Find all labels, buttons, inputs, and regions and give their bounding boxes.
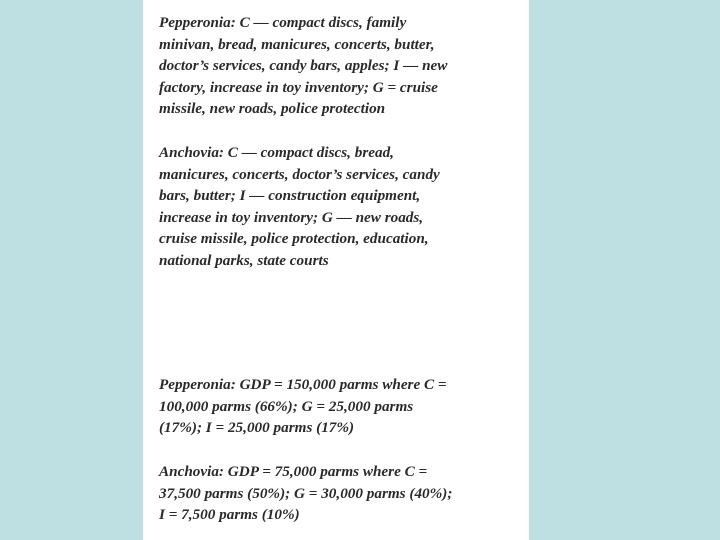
pepperonia-components-paragraph xyxy=(159,12,525,120)
text-line: Pepperonia: C — compact discs, family xyxy=(159,14,407,31)
anchovia-gdp-paragraph xyxy=(159,461,525,526)
text-line: manicures, concerts, doctor’s services, candy xyxy=(159,165,440,183)
text-line: doctor’s services, candy bars, apples; I — new xyxy=(159,57,448,74)
text-line: increase in toy inventory; G — new roads, xyxy=(159,208,424,226)
text-line: I = 7,500 parms (10%) xyxy=(159,506,300,523)
slide-page xyxy=(143,0,529,540)
text-line: Anchovia: C — compact discs, bread, xyxy=(159,144,394,161)
pepperonia-gdp-paragraph xyxy=(159,374,525,439)
text-line: 37,500 parms (50%); G = 30,000 parms (40%); xyxy=(159,484,453,502)
text-line: national parks, state courts xyxy=(159,251,329,269)
anchovia-components-paragraph xyxy=(159,142,525,271)
text-line: factory, increase in toy inventory; G = cruise xyxy=(159,78,438,96)
text-line: (17%); I = 25,000 parms (17%) xyxy=(159,419,355,436)
text-line: bars, butter; I — construction equipment, xyxy=(159,187,421,204)
text-line: minivan, bread, manicures, concerts, butter, xyxy=(159,35,435,53)
text-line: 100,000 parms (66%); G = 25,000 parms xyxy=(159,397,414,415)
text-line: Pepperonia: GDP = 150,000 parms where C = xyxy=(159,376,447,393)
text-line: Anchovia: GDP = 75,000 parms where C = xyxy=(159,463,428,480)
text-line: missile, new roads, police protection xyxy=(159,100,386,117)
text-line: cruise missile, police protection, education, xyxy=(159,230,429,247)
